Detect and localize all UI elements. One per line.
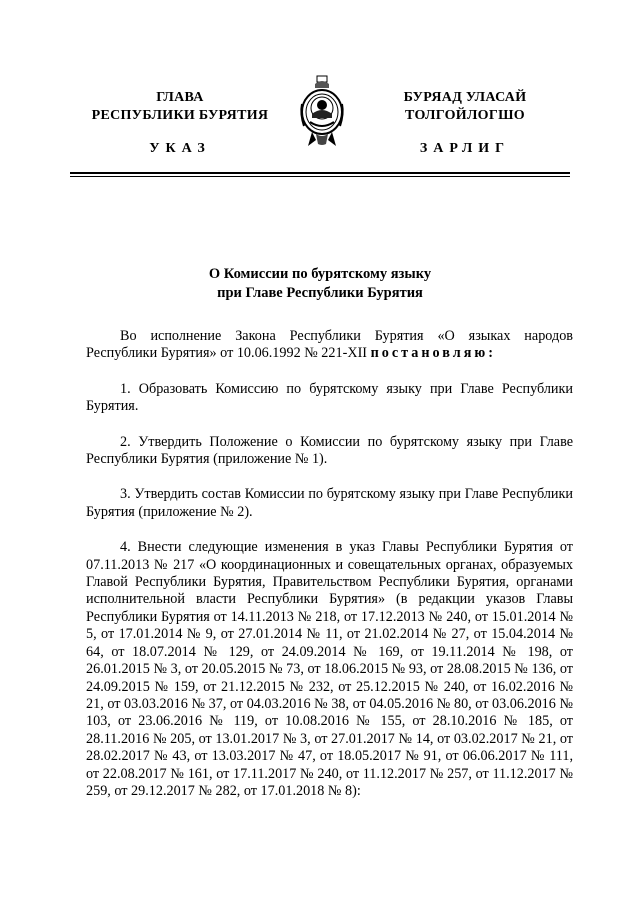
intro-action: постановляю: xyxy=(370,345,496,362)
intro-text: Во исполнение Закона Республики Бурятия «О языках народов Республики Бурятия» от 10.06.1992 № 221-XII xyxy=(86,328,573,362)
zarlig-heading: ЗАРЛИГ xyxy=(419,141,511,156)
header-left-line1: ГЛАВА xyxy=(156,90,204,105)
header-left-line2: РЕСПУБЛИКИ БУРЯТИЯ xyxy=(91,108,269,123)
header-left-block xyxy=(60,89,300,125)
header-right-line2: ТОЛГОЙЛОГШО xyxy=(405,108,525,123)
coat-of-arms-icon xyxy=(298,74,346,152)
document-body xyxy=(86,328,573,818)
intro-paragraph xyxy=(86,328,573,363)
item-4: 4. Внести следующие изменения в указ Главы Республики Бурятия от 07.11.2013 № 217 «О координационных и совещательных органах, образуемых Главой Республики Бурятия, Правительством Республики Бурятия, органами исполнительной власти Республики Бурятия» (в редакции указов Главы Республики Бурятия от 14.11.2013 № 218, от 17.12.2013 № 240, от 15.01.2014 № 5, от 17.01.2014 № 9, от 27.01.2014 № 11, от 21.02.2014 № 27, от 15.04.2014 № 64, от 18.07.2014 № 129, от 24.09.2014 № 169, от 19.11.2014 № 198, от 26.01.2015 № 3, от 20.05.2015 № 73, от 18.06.2015 № 93, от 28.08.2015 № 136, от 24.09.2015 № 159, от 21.12.2015 № 232, от 25.12.2015 № 240, от 16.02.2016 № 21, от 03.03.2016 № 37, от 04.03.2016 № 38, от 04.05.2016 № 80, от 03.06.2016 № 103, от 23.06.2016 № 119, от 10.08.2016 № 155, от 28.10.2016 № 185, от 28.11.2016 № 205, от 13.01.2017 № 3, от 27.01.2017 № 14, от 03.02.2017 № 21, от 28.02.2017 № 43, от 13.03.2017 № 47, от 18.05.2017 № 91, от 06.06.2017 № 111, от 22.08.2017 № 161, от 17.11.2017 № 240, от 11.12.2017 № 257, от 11.12.2017 № 259, от 29.12.2017 № 282, от 17.01.2018 № 8): xyxy=(86,539,573,799)
item-2: 2. Утвердить Положение о Комиссии по бурятскому языку при Главе Республики Бурятия (приложение № 1). xyxy=(86,433,573,468)
header-divider-thin xyxy=(70,176,570,177)
header-divider-thick xyxy=(70,172,570,174)
header-right-line1: БУРЯАД УЛАСАЙ xyxy=(403,90,527,105)
document-title xyxy=(70,265,570,303)
ukaz-heading: УКАЗ xyxy=(149,141,211,156)
document-title-line2: при Главе Республики Бурятия xyxy=(217,285,423,301)
header-right-block xyxy=(345,89,585,125)
item-3: 3. Утвердить состав Комиссии по бурятскому языку при Главе Республики Бурятия (приложение № 2). xyxy=(86,486,573,520)
document-title-line1: О Комиссии по бурятскому языку xyxy=(208,266,432,282)
item-1: 1. Образовать Комиссию по бурятскому языку при Главе Республики Бурятия. xyxy=(86,380,573,415)
